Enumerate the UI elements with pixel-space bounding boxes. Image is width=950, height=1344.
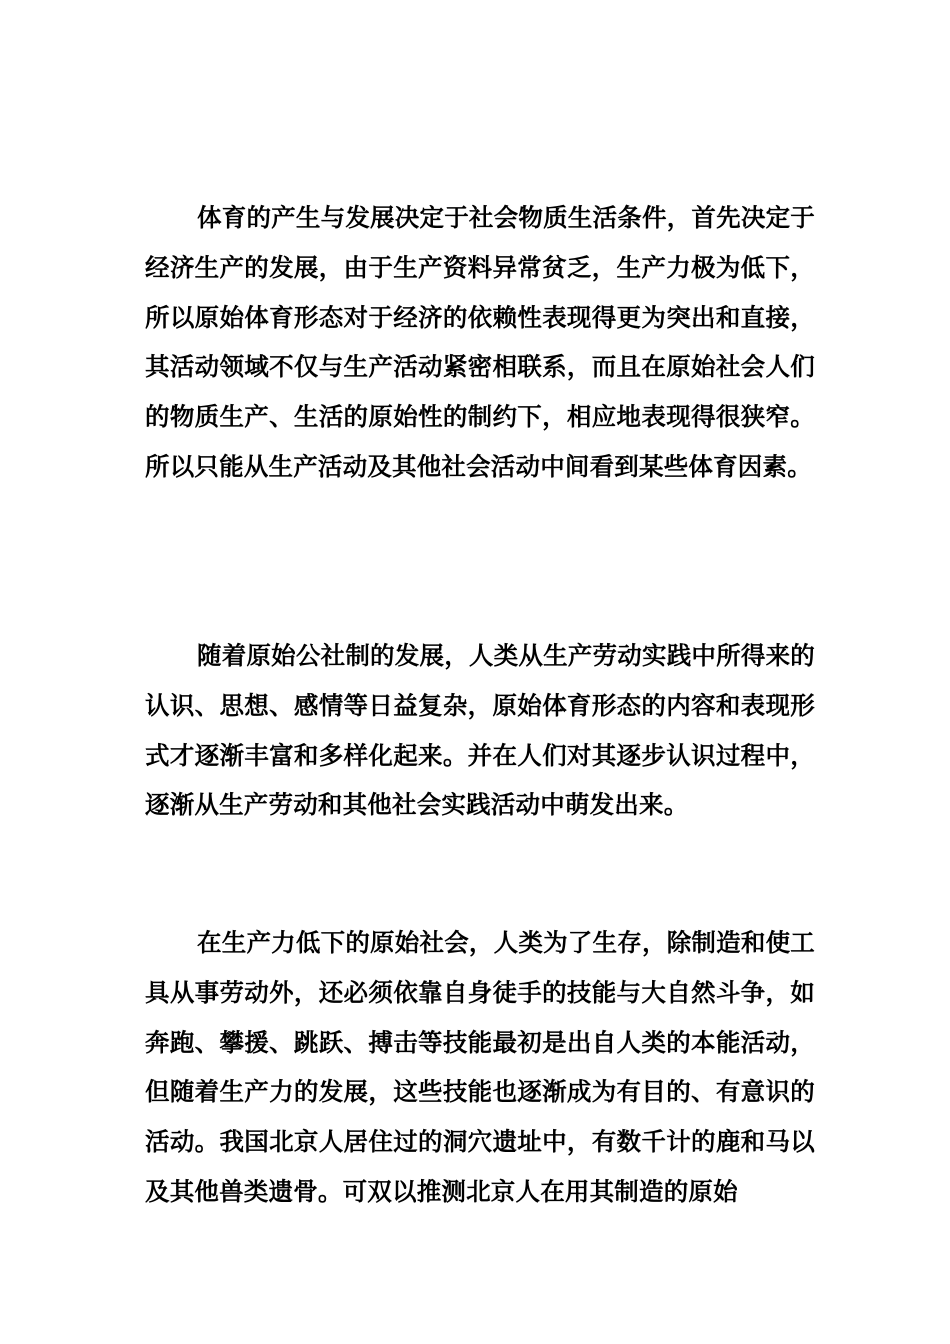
paragraph-2: 随着原始公社制的发展，人类从生产劳动实践中所得来的认识、思想、感情等日益复杂，原始体育形态的内容和表现形式才逐渐丰富和多样化起来。并在人们对其逐步认识过程中，逐渐从生产劳动和其他社会实践活动中萌发出来。 — [145, 641, 815, 820]
paragraph-3: 在生产力低下的原始社会，人类为了生存，除制造和使工具从事劳动外，还必须依靠自身徒手的技能与大自然斗争，如奔跑、攀援、跳跃、搏击等技能最初是出自人类的本能活动，但随着生产力的发展，这些技能也逐渐成为有目的、有意识的活动。我国北京人居住过的洞穴遗址中，有数千计的鹿和马以及其他兽类遗骨。可双以推测北京人在用其制造的原始 — [145, 928, 815, 1206]
paragraph-1: 体育的产生与发展决定于社会物质生活条件，首先决定于经济生产的发展，由于生产资料异常贫乏，生产力极为低下，所以原始体育形态对于经济的依赖性表现得更为突出和直接，其活动领域不仅与生产活动紧密相联系，而且在原始社会人们的物质生产、生活的原始性的制约下，相应地表现得很狭窄。所以只能从生产活动及其他社会活动中间看到某些体育因素。 — [145, 203, 815, 481]
